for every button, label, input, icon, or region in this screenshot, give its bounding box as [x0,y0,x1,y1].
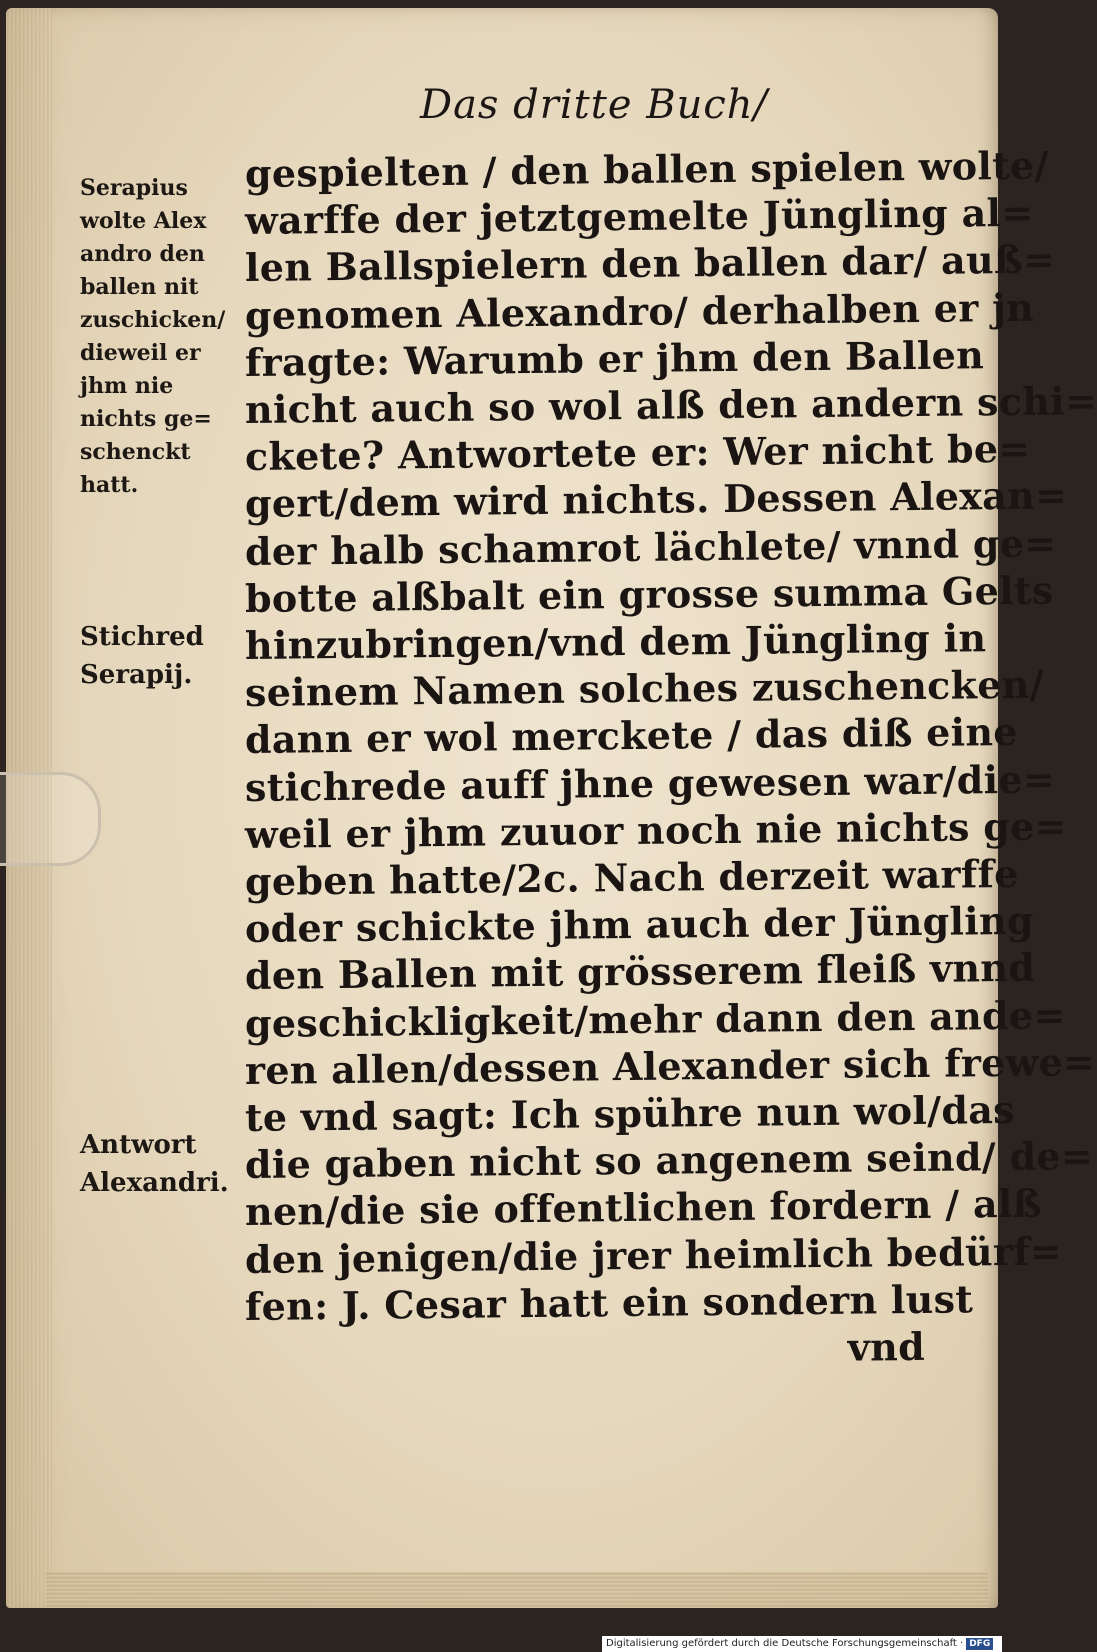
text-line: nicht auch so wol alß den andern schi= [244,378,1097,433]
text-line: oder schickte jhm auch der Jüngling [244,897,1034,952]
margin-line: ballen nit [80,274,199,300]
text-line: der halb schamrot lächlete/ vnnd ge= [244,520,1057,574]
text-line: den Ballen mit grösserem fleiß vnnd [244,945,1036,999]
margin-line: Alexandri. [80,1168,229,1198]
page-header: Das dritte Buch/ [420,82,769,128]
text-line: warffe der jetztgemelte Jüngling al= [244,189,1034,244]
text-line: botte alßbalt ein grosse summa Gelts [244,567,1054,621]
body-text [244,142,1097,1377]
margin-note-stichred [80,618,240,694]
text-line: hinzubringen/vnd dem Jüngling in [244,615,987,669]
margin-line: schenckt [80,439,191,465]
margin-line: nichts ge= [80,406,212,432]
margin-line: Serapius [80,175,188,201]
text-line: ckete? Antwortete er: Wer nicht be= [244,425,1031,480]
margin-line: wolte Alex [80,208,207,234]
margin-line: hatt. [80,472,139,498]
margin-line: Antwort [80,1130,197,1160]
margin-line: andro den [80,241,205,267]
text-line: stichrede auff jhne gewesen war/die= [244,756,1056,810]
text-line: len Ballspielern den ballen dar/ auß= [244,236,1056,291]
text-line: te vnd sagt: Ich spühre nun wol/das [244,1087,1016,1141]
text-line: dann er wol merckete / das diß eine [244,709,1018,763]
footer-text: Digitalisierung gefördert durch die Deutsche Forschungsgemeinschaft · [606,1638,964,1649]
text-line: fen: J. Cesar hatt ein sondern lust [244,1276,974,1329]
margin-line: Stichred [80,622,204,652]
margin-line: jhm nie [80,373,174,399]
text-line: gert/dem wird nichts. Dessen Alexan= [244,472,1068,527]
page-edge-bottom [46,1572,988,1608]
text-line: fragte: Warumb er jhm den Ballen [244,332,985,385]
text-line: nen/die sie offentlichen fordern / alß [244,1181,1043,1235]
dfg-logo: DFG [966,1638,993,1650]
margin-line: zuschicken/ [80,307,226,333]
paper-clip [0,772,101,866]
text-line: genomen Alexandro/ derhalben er jn [244,284,1035,338]
text-line: seinem Namen solches zuschencken/ [244,661,1045,716]
margin-line: Serapij. [80,660,193,690]
text-line: gespielten / den ballen spielen wolte/ [244,142,1049,196]
text-line: den jenigen/die jrer heimlich bedürf= [244,1228,1063,1282]
margin-line: dieweil er [80,340,201,366]
margin-note-antwort [80,1126,240,1202]
text-line: ren allen/dessen Alexander sich frewe= [244,1038,1096,1093]
catchword: vnd [847,1323,926,1370]
digitization-footer [602,1636,1002,1652]
text-line: weil er jhm zuuor noch nie nichts ge= [244,803,1067,857]
text-line: geben hatte/2c. Nach derzeit warffe [244,850,1019,905]
margin-note-serapius [80,172,240,502]
text-line: die gaben nicht so angenem seind/ de= [244,1133,1094,1188]
text-line: geschickligkeit/mehr dann den ande= [244,992,1066,1046]
